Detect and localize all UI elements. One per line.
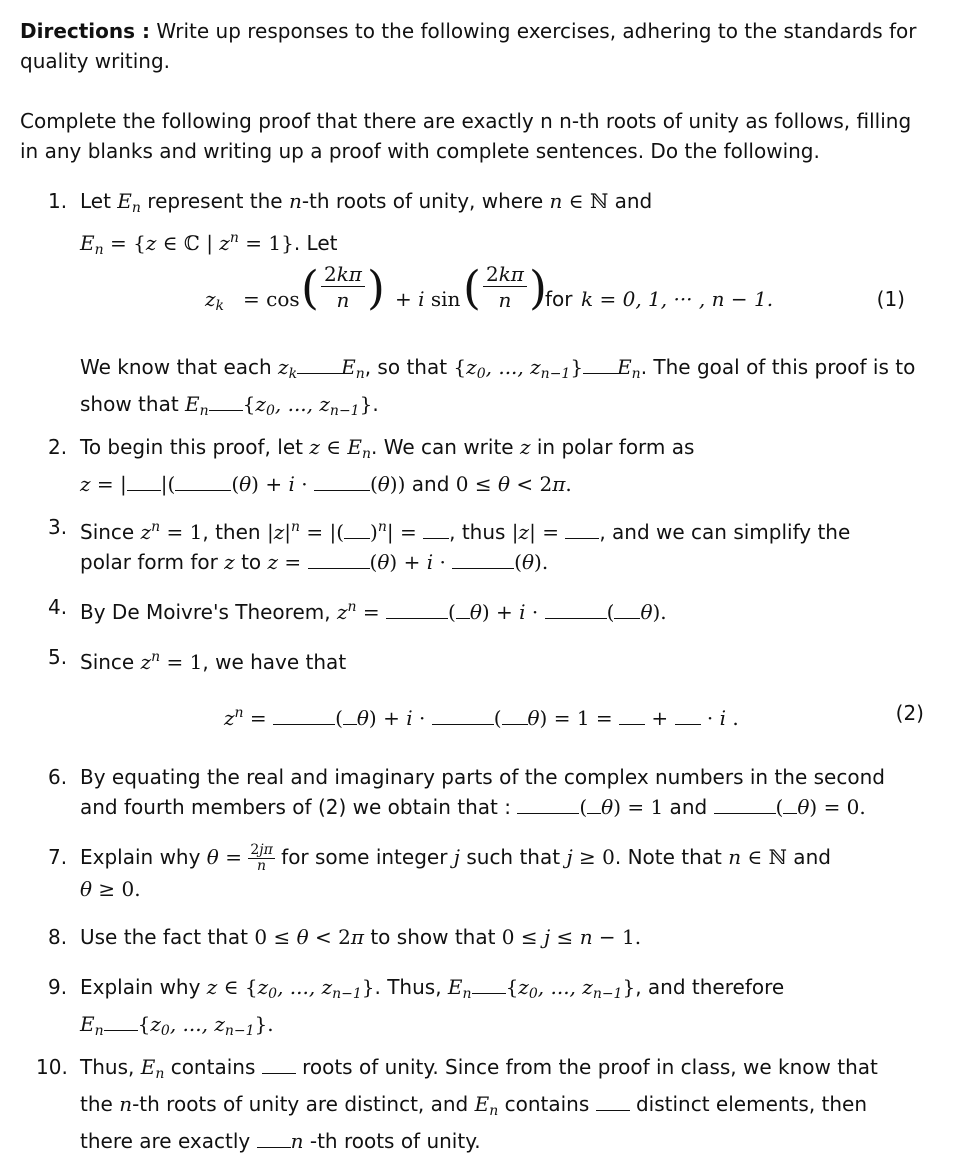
list-item-1: 1. Let $E_n$ represent the n-th roots of unity, where n ∈ ℕ and $E_n = \{z$ ∈ ℂ | $z^n = 1$}. Let: [48, 186, 918, 265]
list-item-1-continued: We know that each $z_k$ $E_n$, so that {$z_0$, ..., $z_{n-1}$} $E_n$. The goal of this proof is to show that $E_n$ {$z_0$, ..., $z_{n-1}$}.: [80, 355, 916, 419]
equation-number-2: (2): [895, 701, 924, 725]
item-number: 1.: [48, 189, 68, 213]
equation-1: $z_k$ = cos ( $\frac{2k\pi}{n}$ ) + i sin ( $\frac{2k\pi}{n}$ ) for k = 0, 1, ··· , n − 1. (1): [205, 260, 905, 315]
list-item-5: 5. Since $z^n = 1$, we have that: [48, 645, 347, 674]
list-item-4: 4. By De Moivre's Theorem, $z^n$ = ( θ) + i · ( θ).: [48, 595, 667, 624]
list-item-10: 10. Thus, $E_n$ contains roots of unity. Since from the proof in class, we know that the n-th roots of unity are distinct, and $E_n$ contains distinct elements, then there are exactly n -th roots of unity.: [36, 1055, 878, 1153]
list-item-2: 2. To begin this proof, let z ∈ $E_n$. We can write z in polar form as z = | |( (θ) + i · (θ)) and 0 ≤ θ < 2π.: [48, 435, 695, 496]
list-item-9: 9. Explain why z ∈ {$z_0$, ..., $z_{n-1}$}. Thus, $E_n$ {$z_0$, ..., $z_{n-1}$}, and therefore $E_n$ {$z_0$, ..., $z_{n-1}$}.: [48, 975, 785, 1039]
equation-number-1: (1): [876, 287, 905, 311]
directions-paragraph: [20, 16, 935, 76]
list-item-7: 7. Explain why θ = $\frac{2j\pi}{n}$ for some integer j such that j ≥ 0. Note that n ∈ ℕ and θ ≥ 0.: [48, 842, 831, 901]
list-item-6: 6. By equating the real and imaginary parts of the complex numbers in the second and fourth members of (2) we obtain that : ( θ) = 1 and ( θ) = 0.: [48, 765, 885, 819]
directions-label: Directions :: [20, 19, 150, 43]
directions-text: Write up responses to the following exercises, adhering to the standards for quality writing.: [20, 19, 917, 73]
equation-2: $z^n$ = ( θ) + i · ( θ) = 1 = + · i . (2): [224, 698, 924, 730]
intro-paragraph: Complete the following proof that there are exactly n n-th roots of unity as follows, filling in any blanks and writing up a proof with complete sentences. Do the following.: [20, 109, 912, 163]
list-item-8: 8. Use the fact that 0 ≤ θ < 2π to show that 0 ≤ j ≤ n − 1.: [48, 925, 642, 949]
list-item-3: 3. Since $z^n = 1$, then $|z|^n$ = |( )$^n$| = , thus |z| = , and we can simplify the polar form for z to z = (θ) + i · (θ).: [48, 515, 851, 574]
